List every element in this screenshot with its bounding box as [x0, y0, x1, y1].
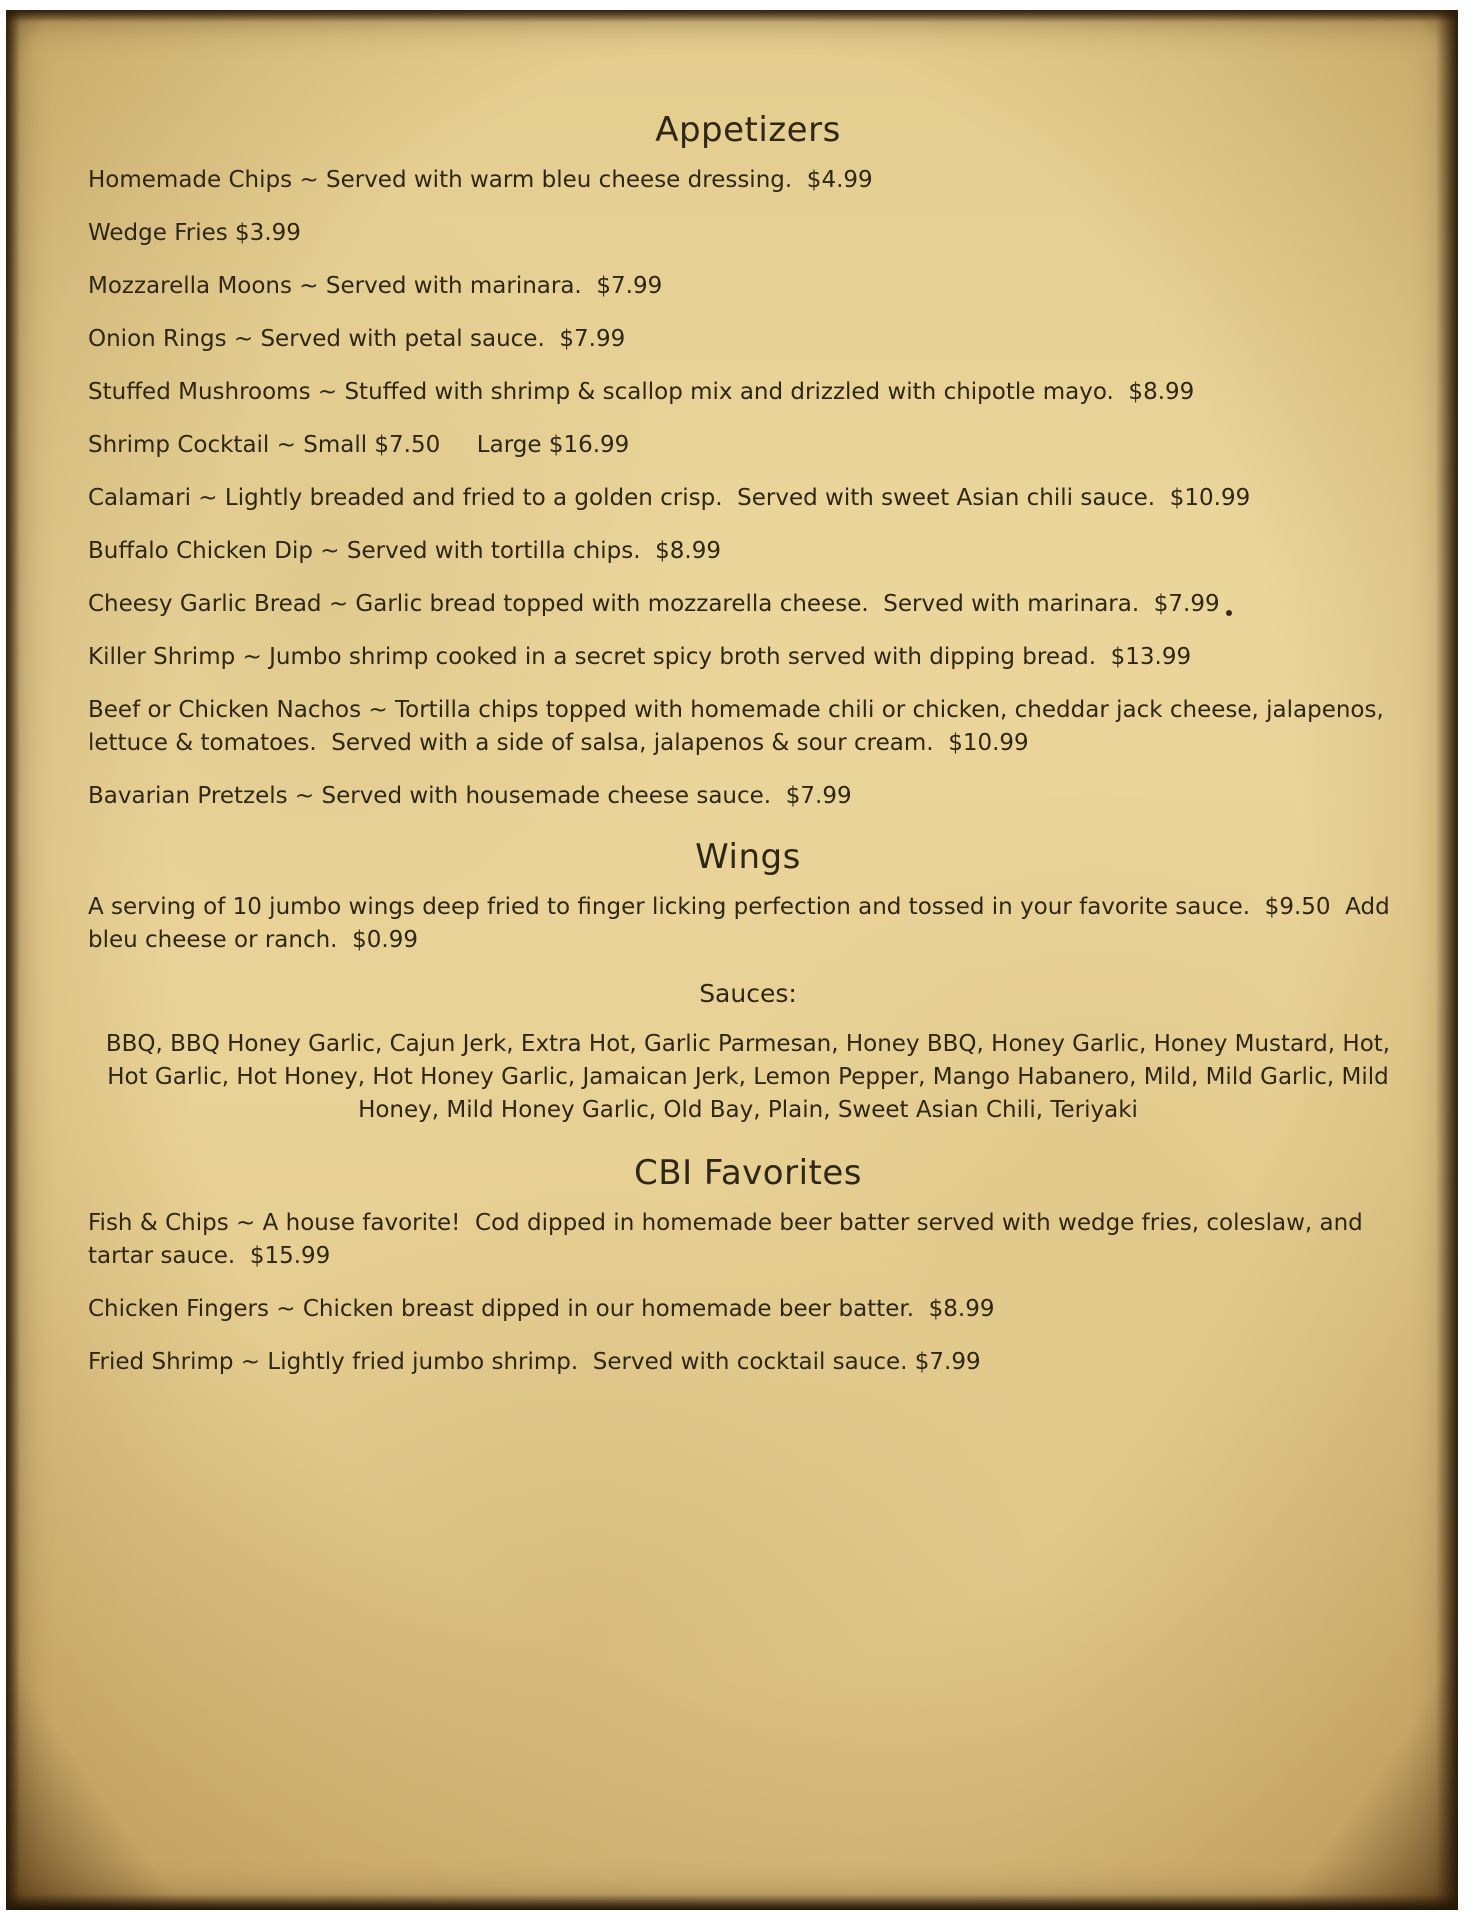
page-edge-left: [6, 10, 20, 1910]
page-edge-right: [1436, 10, 1458, 1910]
page-edge-top: [6, 10, 1458, 22]
menu-item: Stuffed Mushrooms ~ Stuffed with shrimp & scallop mix and drizzled with chipotle mayo. $8.99: [88, 379, 1195, 405]
menu-item: Killer Shrimp ~ Jumbo shrimp cooked in a secret spicy broth served with dipping bread. $13.99: [88, 644, 1192, 670]
menu-item: Mozzarella Moons ~ Served with marinara. $7.99: [88, 273, 663, 299]
menu-item: Bavarian Pretzels ~ Served with housemade cheese sauce. $7.99: [88, 783, 852, 809]
appetizers-title: Appetizers: [655, 110, 841, 150]
sauces-heading: Sauces:: [699, 979, 797, 1008]
wings-description: A serving of 10 jumbo wings deep fried to finger licking perfection and tossed in your favorite sauce. $9.50 Add bleu cheese or ranch. $0.99: [88, 894, 1397, 953]
menu-item: Fried Shrimp ~ Lightly fried jumbo shrimp. Served with cocktail sauce. $7.99: [88, 1349, 981, 1375]
sauces-list: BBQ, BBQ Honey Garlic, Cajun Jerk, Extra Hot, Garlic Parmesan, Honey BBQ, Honey Garlic, Honey Mustard, Hot, Hot Garlic, Hot Honey, Hot Honey Garlic, Jamaican Jerk, Lemon Pepper, Mango Habanero, Mild, Mild Garlic, Mild Honey, Mild Honey Garlic, Old Bay, Plain, Sweet Asian Chili, Teriyaki: [105, 1031, 1391, 1123]
page-edge-bottom: [6, 1894, 1458, 1910]
menu-item: Beef or Chicken Nachos ~ Tortilla chips topped with homemade chili or chicken, cheddar jack cheese, jalapenos, lettuce & tomatoes. Served with a side of salsa, jalapenos & sour cream. $10.99: [88, 697, 1392, 756]
menu-content: [88, 110, 1408, 1399]
menu-item: Buffalo Chicken Dip ~ Served with tortilla chips. $8.99: [88, 538, 721, 564]
menu-item: Fish & Chips ~ A house favorite! Cod dipped in homemade beer batter served with wedge fries, coleslaw, and tartar sauce. $15.99: [88, 1210, 1371, 1269]
menu-item: Cheesy Garlic Bread ~ Garlic bread topped with mozzarella cheese. Served with marinara. $7.99: [88, 591, 1220, 617]
favorites-title: CBI Favorites: [634, 1153, 862, 1193]
wings-title: Wings: [695, 837, 801, 877]
menu-item: Chicken Fingers ~ Chicken breast dipped in our homemade beer batter. $8.99: [88, 1296, 995, 1322]
parchment-page: [6, 10, 1458, 1910]
menu-item: Onion Rings ~ Served with petal sauce. $7.99: [88, 326, 626, 352]
appetizers-list: [88, 164, 1408, 813]
favorites-list: [88, 1207, 1408, 1379]
menu-item: Wedge Fries $3.99: [88, 220, 301, 246]
menu-item: Homemade Chips ~ Served with warm bleu cheese dressing. $4.99: [88, 167, 873, 193]
menu-item: Calamari ~ Lightly breaded and fried to a golden crisp. Served with sweet Asian chili sauce. $10.99: [88, 485, 1251, 511]
menu-item: Shrimp Cocktail ~ Small $7.50 Large $16.99: [88, 432, 630, 458]
